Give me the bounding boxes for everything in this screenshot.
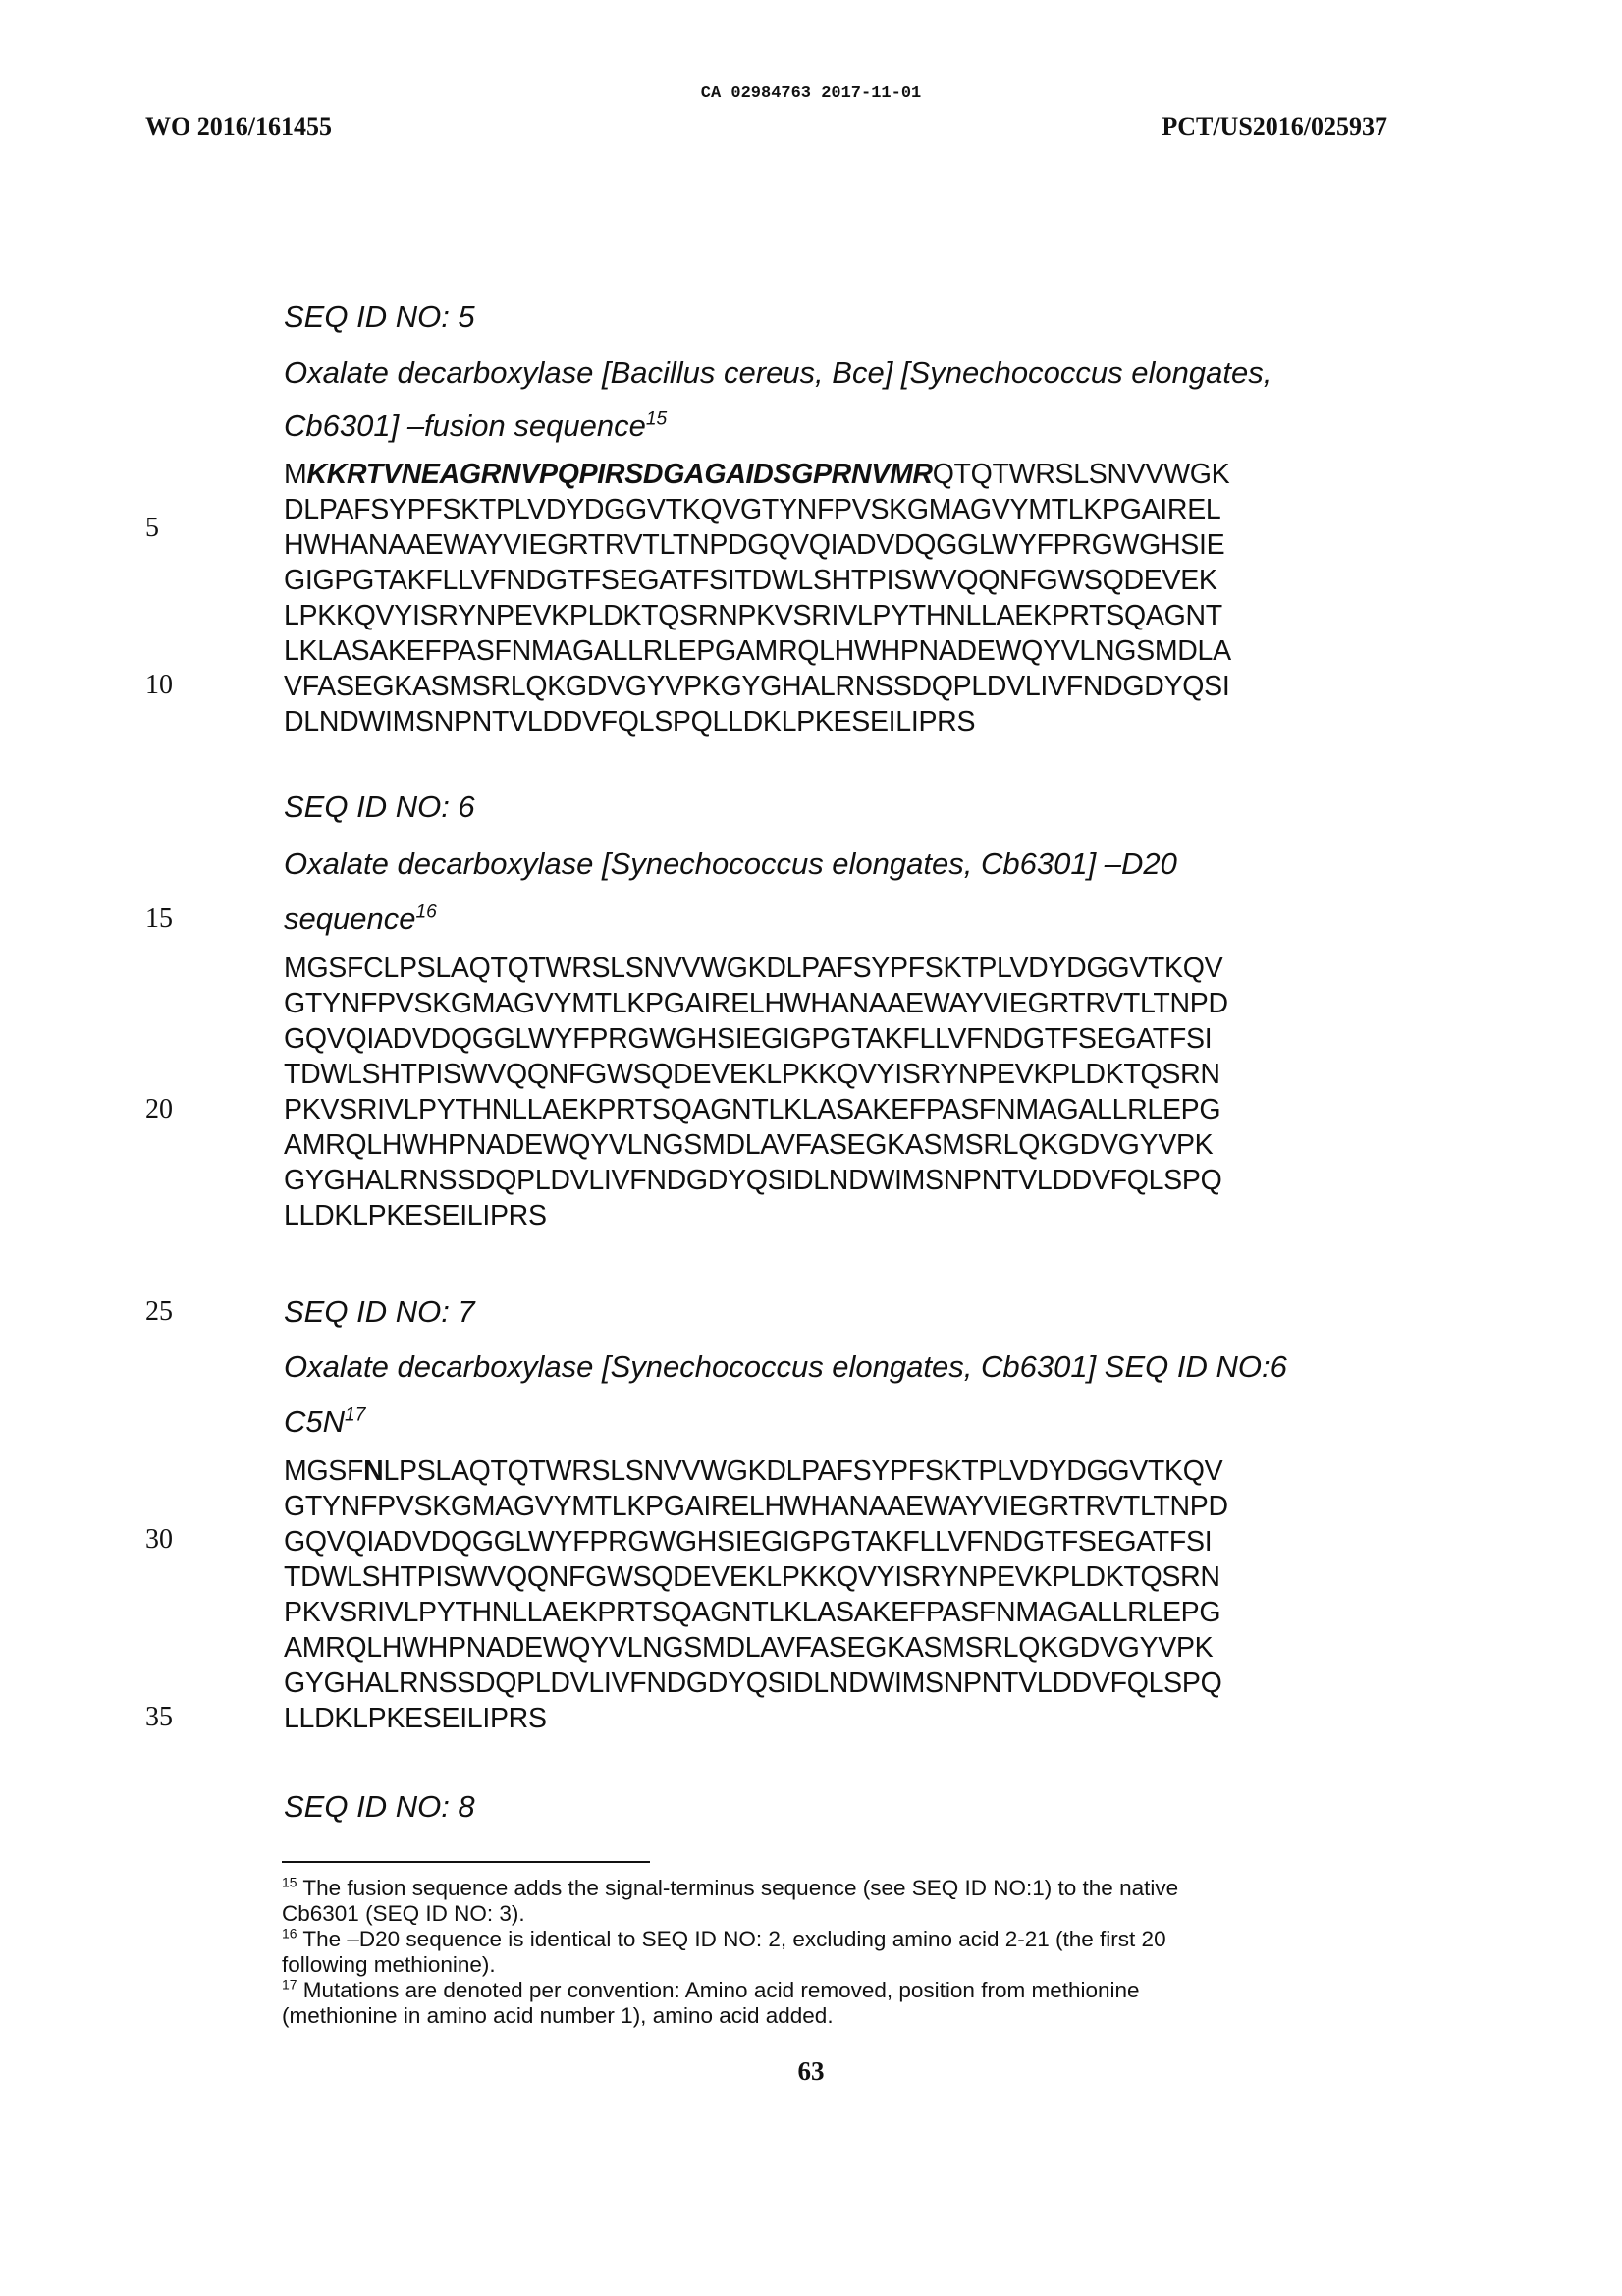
sequence-description: $C5N^{17}$ [284, 1404, 366, 1439]
footnote-ref: 17 [345, 1404, 366, 1426]
sequence-line: AMRQLHWHPNADEWQYVLNGSMDLAVFASEGKASMSRLQKGDVGYVPK [284, 1632, 1214, 1664]
sequence-description: Oxalate decarboxylase [Bacillus cereus, Bce] [Synechococcus elongates, [284, 355, 1272, 390]
sequence-line: LLDKLPKESEILIPRS [284, 1703, 547, 1734]
sequence-line: DLNDWIMSNPNTVLDDVFQLSPQLLDKLPKESEILIPRS [284, 706, 976, 738]
page-number: 63 [797, 2056, 825, 2086]
footnote: $^{17}$ Mutations are denoted per convention: Amino acid removed, position from methionine [282, 1976, 1140, 2002]
application-number: PCT/US2016/025937 [1162, 112, 1387, 140]
line-number: 25 [145, 1296, 173, 1327]
sequence-line: TDWLSHTPISWVQQNFGWSQDEVEKLPKKQVYISRYNPEVKPLDKTQSRN [284, 1059, 1220, 1090]
sequence-line: DLPAFSYPFSKTPLVDYDGGVTKQVGTYNFPVSKGMAGVYMTLKPGAIREL [284, 494, 1221, 525]
document-id-stamp: CA 02984763 2017-11-01 [700, 84, 922, 103]
footnote: $^{15}$ The fusion sequence adds the signal-terminus sequence (see SEQ ID NO:1) to the native [282, 1874, 1179, 1900]
line-number: 5 [145, 513, 159, 543]
seq-id-heading: SEQ ID NO: 7 [284, 1294, 475, 1329]
sequence-line: GYGHALRNSSDQPLDVLIVFNDGDYQSIDLNDWIMSNPNTVLDDVFQLSPQ [284, 1667, 1222, 1699]
footnote-separator [282, 1861, 650, 1863]
line-number: 10 [145, 670, 173, 700]
line-number: 35 [145, 1702, 173, 1732]
sequence-line: GQVQIADVDQGGLWYFPRGWGHSIEGIGPGTAKFLLVFNDGTFSEGATFSI [284, 1023, 1213, 1055]
sequence-description: Cb6301] –fusion sequence$^{15}$ [284, 409, 668, 443]
sequence-description: Oxalate decarboxylase [Synechococcus elongates, Cb6301] SEQ ID NO:6 [284, 1349, 1287, 1384]
signal-sequence-highlight: KKRTVNEAGRNVPQPIRSDGAGAIDSGPRNVMR [306, 459, 933, 490]
mutation-highlight: N [363, 1455, 384, 1487]
sequence-line: GTYNFPVSKGMAGVYMTLKPGAIRELHWHANAAEWAYVIEGRTRVTLTNPD [284, 988, 1228, 1019]
sequence-line: AMRQLHWHPNADEWQYVLNGSMDLAVFASEGKASMSRLQKGDVGYVPK [284, 1129, 1214, 1161]
sequence-line: GIGPGTAKFLLVFNDGTFSEGATFSITDWLSHTPISWVQQNFGWSQDEVEK [284, 565, 1217, 596]
footnote-continuation: Cb6301 (SEQ ID NO: 3). [282, 1901, 525, 1926]
line-number: 30 [145, 1524, 173, 1555]
sequence-line: LKLASAKEFPASFNMAGALLRLEPGAMRQLHWHPNADEWQYVLNGSMDLA [284, 635, 1231, 667]
sequence-line: GQVQIADVDQGGLWYFPRGWGHSIEGIGPGTAKFLLVFNDGTFSEGATFSI [284, 1526, 1213, 1558]
seq-id-heading: SEQ ID NO: 6 [284, 790, 475, 824]
line-number: 20 [145, 1094, 173, 1124]
sequence-line: GTYNFPVSKGMAGVYMTLKPGAIRELHWHANAAEWAYVIEGRTRVTLTNPD [284, 1491, 1228, 1522]
sequence-line: MKKRTVNEAGRNVPQPIRSDGAGAIDSGPRNVMRQTQTWRSLSNVVWGK [284, 459, 1230, 490]
sequence-line: VFASEGKASMSRLQKGDVGYVPKGYGHALRNSSDQPLDVLIVFNDGDYQSI [284, 671, 1230, 702]
footnote-continuation: following methionine). [282, 1952, 496, 1977]
sequence-line: LLDKLPKESEILIPRS [284, 1200, 547, 1231]
sequence-line: PKVSRIVLPYTHNLLAEKPRTSQAGNTLKLASAKEFPASFNMAGALLRLEPG [284, 1094, 1221, 1125]
sequence-line: MGSFCLPSLAQTQTWRSLSNVVWGKDLPAFSYPFSKTPLVDYDGGVTKQV [284, 953, 1223, 984]
seq-id-heading: SEQ ID NO: 8 [284, 1789, 475, 1824]
line-number: 15 [145, 903, 173, 934]
seq-id-heading: SEQ ID NO: 5 [284, 300, 475, 334]
publication-number: WO 2016/161455 [145, 112, 332, 140]
sequence-line: GYGHALRNSSDQPLDVLIVFNDGDYQSIDLNDWIMSNPNTVLDDVFQLSPQ [284, 1165, 1222, 1196]
sequence-line: TDWLSHTPISWVQQNFGWSQDEVEKLPKKQVYISRYNPEVKPLDKTQSRN [284, 1561, 1220, 1593]
footnote-ref: 16 [415, 902, 437, 923]
footnote-continuation: (methionine in amino acid number 1), amino acid added. [282, 2003, 834, 2028]
footnote: $^{16}$ The –D20 sequence is identical to SEQ ID NO: 2, excluding amino acid 2-21 (the first 20 [282, 1925, 1166, 1951]
sequence-line: LPKKQVYISRYNPEVKPLDKTQSRNPKVSRIVLPYTHNLLAEKPRTSQAGNT [284, 600, 1222, 631]
footnote-ref: 15 [645, 409, 668, 430]
sequence-line: MGSFNLPSLAQTQTWRSLSNVVWGKDLPAFSYPFSKTPLVDYDGGVTKQV [284, 1455, 1223, 1487]
sequence-line: PKVSRIVLPYTHNLLAEKPRTSQAGNTLKLASAKEFPASFNMAGALLRLEPG [284, 1597, 1221, 1628]
sequence-description: Oxalate decarboxylase [Synechococcus elongates, Cb6301] –D20 [284, 847, 1177, 881]
sequence-description: sequence$^{16}$ [284, 902, 437, 936]
sequence-line: HWHANAAEWAYVIEGRTRVTLTNPDGQVQIADVDQGGLWYFPRGWGHSIE [284, 529, 1225, 561]
